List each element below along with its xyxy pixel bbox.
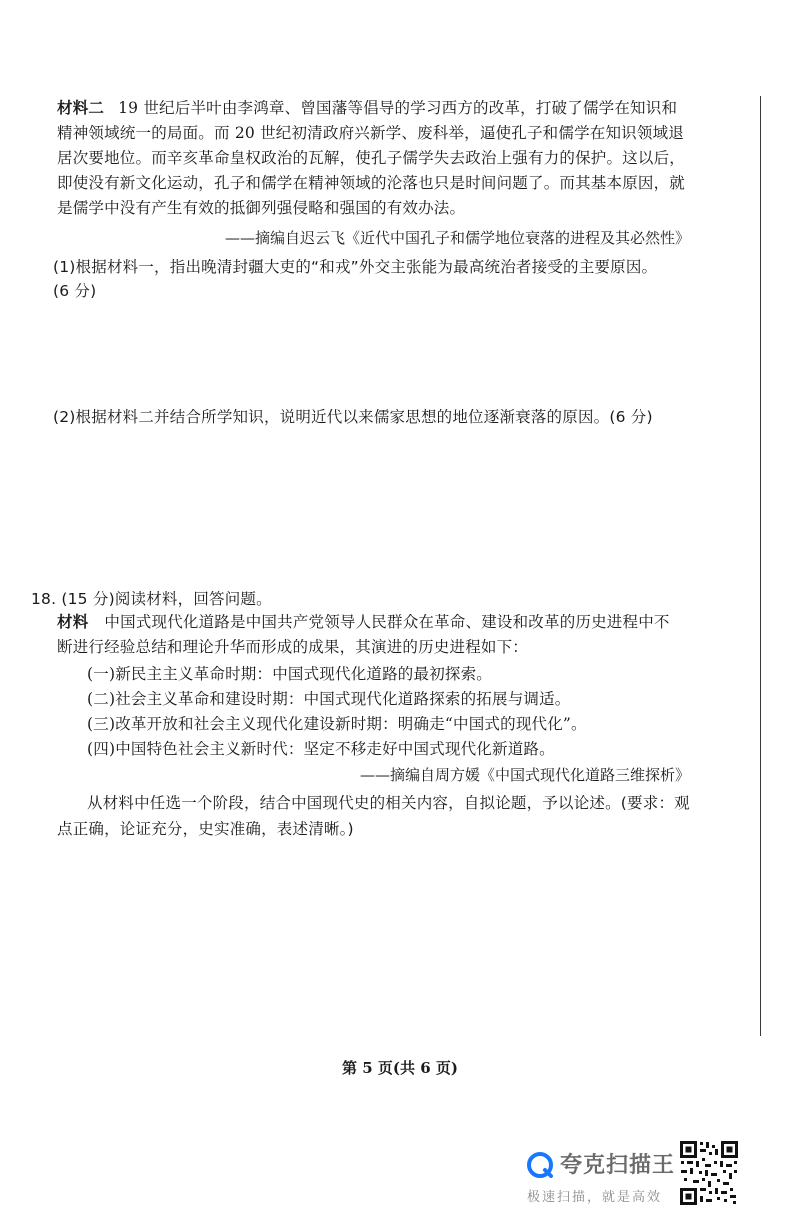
question-1-line2: (6 分) [53, 282, 97, 300]
material2-line2: 精神领域统一的局面。而 20 世纪初清政府兴新学、废科举，逼使孔子和儒学在知识领域退 [57, 124, 684, 142]
question-2-line1: (2)根据材料二并结合所学知识，说明近代以来儒家思想的地位逐渐衰落的原因。(6 分) [53, 408, 653, 426]
q18-source: ——摘编自周方媛《中国式现代化道路三维探析》 [359, 766, 690, 784]
q18-material-label: 材料 [57, 612, 89, 631]
q18-task-line1: 从材料中任选一个阶段，结合中国现代史的相关内容，自拟论题，予以论述。(要求：观 [87, 794, 690, 812]
q18-stage-3: (三)改革开放和社会主义现代化建设新时期：明确走“中国式的现代化”。 [87, 715, 587, 733]
material2-label: 材料二 [57, 98, 105, 117]
material2-line4: 即使没有新文化运动，孔子和儒学在精神领域的沦落也只是时间问题了。而其基本原因，就 [57, 174, 686, 192]
material2-line5: 是儒学中没有产生有效的抵御列强侵略和强国的有效办法。 [57, 199, 466, 217]
watermark-app-name: 夸克扫描王 [560, 1153, 676, 1178]
question-18-heading: 18. (15 分)阅读材料，回答问题。 [31, 590, 272, 608]
watermark-slogan: 极速扫描，就是高效 [527, 1190, 663, 1205]
material2-source: ——摘编自迟云飞《近代中国孔子和儒学地位衰落的进程及其必然性》 [224, 229, 690, 247]
q18-stage-2: (二)社会主义革命和建设时期：中国式现代化道路探索的拓展与调适。 [87, 690, 571, 708]
quark-logo-icon [527, 1152, 553, 1178]
material2-line1 [57, 98, 677, 118]
page-number: 第 5 页(共 6 页) [342, 1059, 458, 1077]
material2-line3: 居次要地位。而辛亥革命皇权政治的瓦解，使孔子儒学失去政治上强有力的保护。这以后， [57, 149, 686, 167]
q18-material-line2: 断进行经验总结和理论升华而形成的成果，其演进的历史进程如下： [57, 638, 529, 656]
q18-task-line2: 点正确，论证充分，史实准确，表述清晰。) [57, 820, 354, 838]
q18-stage-1: (一)新民主主义革命时期：中国式现代化道路的最初探索。 [87, 665, 492, 683]
q18-stage-4: (四)中国特色社会主义新时代：坚定不移走好中国式现代化新道路。 [87, 740, 555, 758]
q18-material-line1-text: 中国式现代化道路是中国共产党领导人民群众在革命、建设和改革的历史进程中不 [104, 613, 670, 631]
material2-line1-text: 19 世纪后半叶由李鸿章、曾国藩等倡导的学习西方的改革，打破了儒学在知识和 [118, 99, 678, 117]
question-1-line1: (1)根据材料一，指出晚清封疆大吏的“和戎”外交主张能为最高统治者接受的主要原因。 [53, 258, 658, 276]
qr-code-icon [679, 1140, 739, 1206]
q18-material-line1 [57, 612, 670, 632]
margin-rule [760, 96, 761, 1036]
